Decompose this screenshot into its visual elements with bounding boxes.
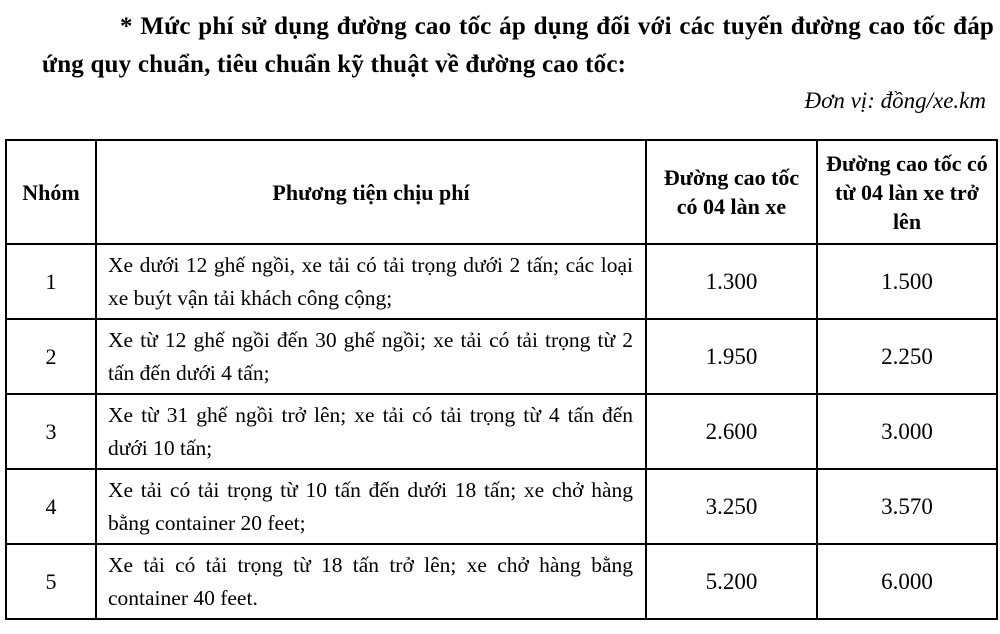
fee-4plus-lanes-cell: 3.000 xyxy=(817,394,997,469)
header-cell-group: Nhóm xyxy=(6,140,96,244)
group-cell: 3 xyxy=(6,394,96,469)
fee-4plus-lanes-cell: 1.500 xyxy=(817,244,997,319)
fee-4-lanes-cell: 1.950 xyxy=(646,319,817,394)
fee-4-lanes-cell: 3.250 xyxy=(646,469,817,544)
vehicle-cell: Xe từ 12 ghế ngồi đến 30 ghế ngồi; xe tải có tải trọng từ 2 tấn đến dưới 4 tấn; xyxy=(96,319,646,394)
header-cell-vehicle: Phương tiện chịu phí xyxy=(96,140,646,244)
fee-4plus-lanes-cell: 6.000 xyxy=(817,544,997,619)
table-row xyxy=(6,544,997,619)
group-cell: 2 xyxy=(6,319,96,394)
fee-4plus-lanes-cell: 3.570 xyxy=(817,469,997,544)
group-cell: 4 xyxy=(6,469,96,544)
group-cell: 1 xyxy=(6,244,96,319)
fee-4-lanes-cell: 5.200 xyxy=(646,544,817,619)
fee-4-lanes-cell: 1.300 xyxy=(646,244,817,319)
header-cell-fee-4-lanes: Đường cao tốc có 04 làn xe xyxy=(646,140,817,244)
table-header-row xyxy=(6,140,997,244)
fee-4plus-lanes-cell: 2.250 xyxy=(817,319,997,394)
group-cell: 5 xyxy=(6,544,96,619)
vehicle-cell: Xe dưới 12 ghế ngồi, xe tải có tải trọng dưới 2 tấn; các loại xe buýt vận tải khách công cộng; xyxy=(96,244,646,319)
vehicle-cell: Xe tải có tải trọng từ 18 tấn trở lên; xe chở hàng bằng container 40 feet. xyxy=(96,544,646,619)
unit-label: Đơn vị: đồng/xe.km xyxy=(804,88,986,113)
table-row xyxy=(6,319,997,394)
vehicle-cell: Xe từ 31 ghế ngồi trở lên; xe tải có tải trọng từ 4 tấn đến dưới 10 tấn; xyxy=(96,394,646,469)
document-title: * Mức phí sử dụng đường cao tốc áp dụng đối với các tuyến đường cao tốc đáp ứng quy chuẩn, tiêu chuẩn kỹ thuật về đường cao tốc: xyxy=(42,13,994,78)
table-row xyxy=(6,394,997,469)
header-cell-fee-4plus-lanes: Đường cao tốc có từ 04 làn xe trở lên xyxy=(817,140,997,244)
fee-4-lanes-cell: 2.600 xyxy=(646,394,817,469)
toll-fee-table xyxy=(5,139,998,620)
vehicle-cell: Xe tải có tải trọng từ 10 tấn đến dưới 18 tấn; xe chở hàng bằng container 20 feet; xyxy=(96,469,646,544)
table-row xyxy=(6,244,997,319)
table-row xyxy=(6,469,997,544)
